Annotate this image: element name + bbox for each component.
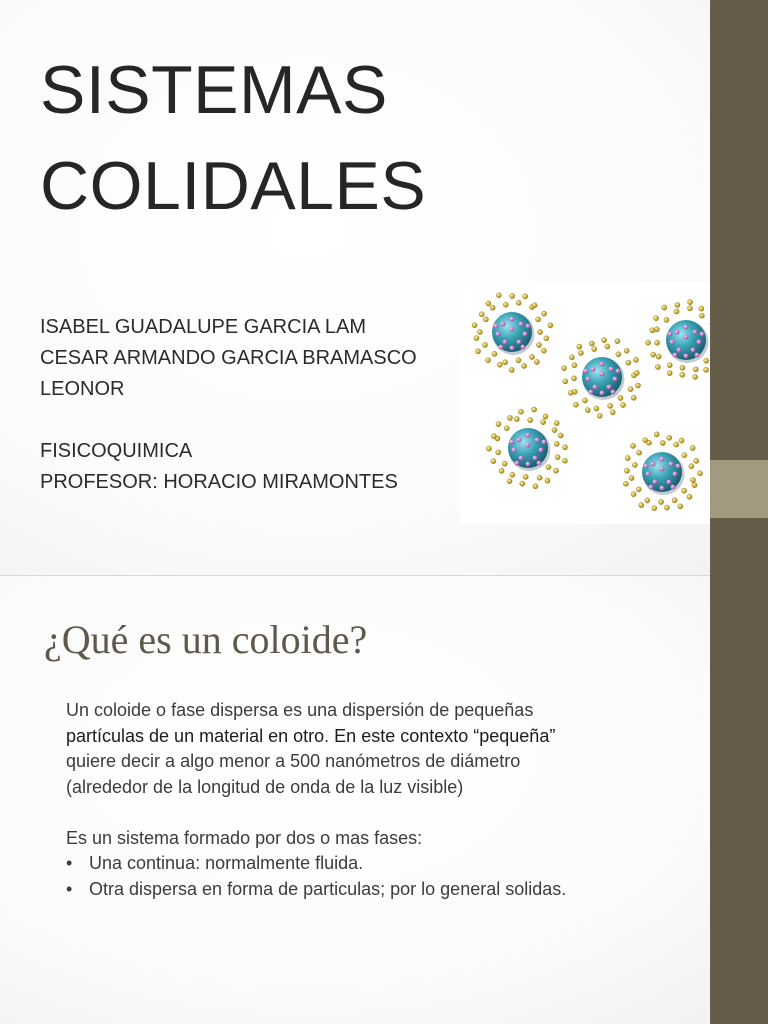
bullet-marker: •: [66, 853, 73, 873]
author-3: LEONOR: [40, 378, 125, 400]
definition-rest: En este contexto “pequeña”: [334, 725, 556, 746]
colloid-illustration: [460, 282, 734, 524]
bullet-item: [66, 851, 686, 877]
definition-line-1: Un coloide o fase dispersa es una dispersión de pequeñas: [66, 700, 534, 720]
bullet-item: [66, 877, 686, 903]
authors-block: [40, 312, 480, 498]
colloid-particle: [472, 293, 553, 373]
bullet-marker: •: [66, 878, 73, 899]
sidebar-accent-block: [710, 460, 768, 518]
title-line-2: COLIDALES: [40, 148, 427, 224]
slide-body: [66, 698, 686, 902]
bullet-text: Una continua: normalmente fluida.: [89, 853, 364, 873]
title-line-1: SISTEMAS: [40, 52, 388, 128]
system-intro: Es un sistema formado por dos o mas fases:: [66, 827, 423, 848]
colloid-particle: [486, 407, 567, 489]
definition-line-2: [66, 724, 686, 750]
colloid-particle: [623, 432, 702, 511]
definition-line-4: (alrededor de la longitud de onda de la luz visible): [66, 776, 464, 797]
content-slide: [0, 576, 768, 1024]
colloid-particles-image: [460, 282, 734, 524]
sidebar-stripe: [710, 576, 768, 1024]
slide-title: [40, 42, 640, 234]
colloid-particle: [561, 338, 640, 419]
definition-separator: .: [324, 725, 335, 746]
course-name: FISICOQUIMICA: [40, 440, 193, 462]
slide-heading: ¿Qué es un coloide?: [44, 617, 368, 662]
professor-name: PROFESOR: HORACIO MIRAMONTES: [40, 471, 398, 493]
bullet-text: Otra dispersa en forma de particulas; por lo general solidas.: [89, 878, 567, 899]
author-2: CESAR ARMANDO GARCIA BRAMASCO: [40, 347, 417, 369]
definition-line-3: quiere decir a algo menor a 500 nanómetros de diámetro: [66, 751, 521, 771]
author-1: ISABEL GUADALUPE GARCIA LAM: [40, 316, 367, 338]
definition-emphasis: partículas de un material en otro: [66, 725, 325, 746]
